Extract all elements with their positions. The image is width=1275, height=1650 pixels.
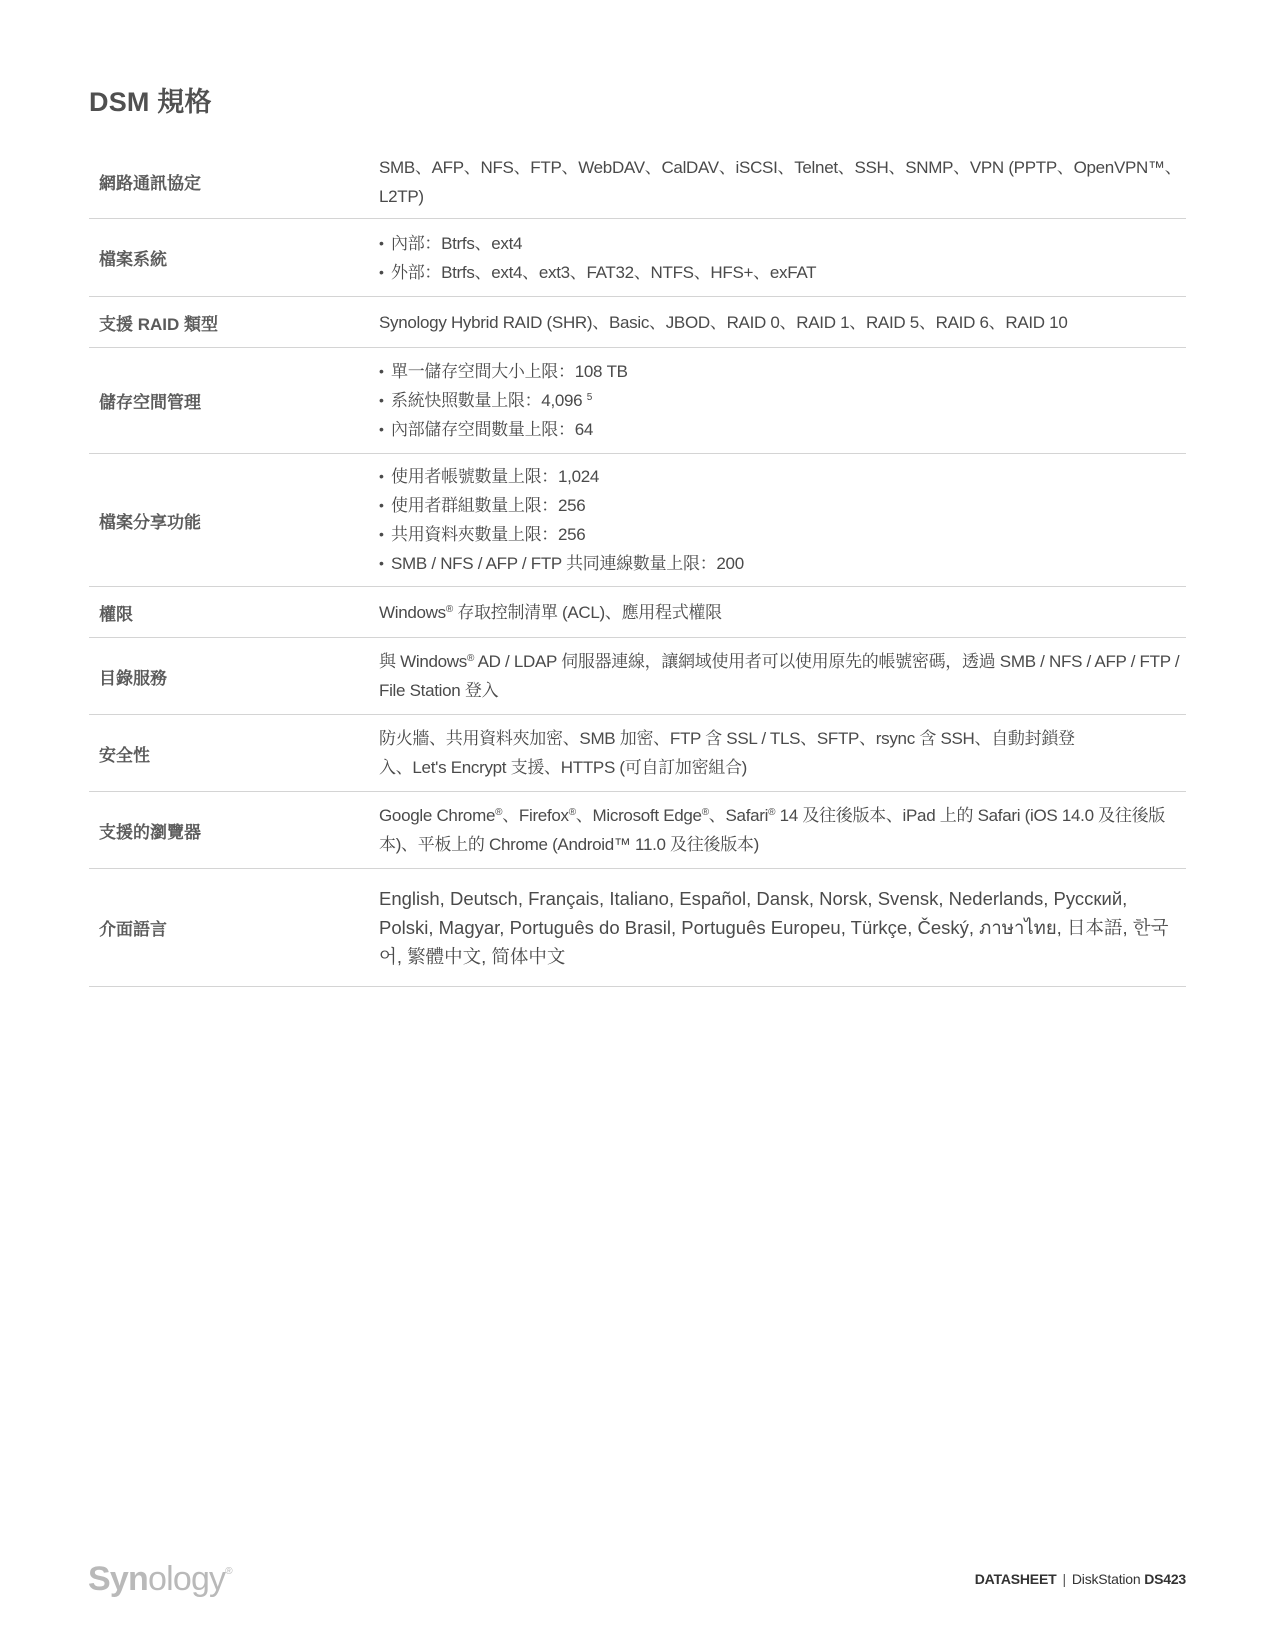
list-item: • 使用者群組數量上限：256: [379, 491, 1186, 520]
spec-label: 介面語言: [99, 920, 167, 939]
spec-label: 檔案系統: [99, 250, 167, 269]
spec-label: 目錄服務: [99, 668, 167, 688]
registered-mark: ®: [568, 807, 576, 818]
footnote-marker: 5: [586, 392, 593, 403]
bullet-list: [379, 357, 1186, 444]
registered-mark: ®: [701, 807, 709, 818]
spec-value: Synology Hybrid RAID (SHR)、Basic、JBOD、RAID 0、RAID 1、RAID 5、RAID 6、RAID 10: [379, 312, 1068, 332]
logo-text-bold: Syn: [88, 1560, 148, 1598]
spec-label: 儲存空間管理: [99, 393, 201, 412]
text-part: AD / LDAP 伺服器連線，讓網域使用者可以使用原先的帳號密碼，透過 SMB / NFS / AFP / FTP / File Station 登入: [379, 652, 1180, 700]
spec-label: 檔案分享功能: [99, 512, 201, 532]
spec-value: [379, 724, 1186, 782]
spec-row-privilege: [89, 587, 1186, 638]
spec-label: 網路通訊協定: [99, 174, 201, 193]
text-part: 、Safari: [708, 806, 769, 825]
spec-value: [379, 647, 1186, 705]
text-line: 入、Let's Encrypt 支援、HTTPS (可自訂加密組合): [379, 758, 748, 777]
spec-label: 支援 RAID 類型: [99, 314, 218, 334]
logo-registered-mark: ®: [225, 1566, 232, 1577]
spec-row-storage: [89, 348, 1186, 454]
registered-mark: ®: [768, 807, 776, 818]
spec-row-raid: [89, 297, 1186, 348]
registered-mark: ®: [467, 653, 475, 664]
bullet-list: [379, 229, 1186, 287]
spec-row-protocols: [89, 145, 1186, 219]
bullet-list: [379, 462, 1186, 578]
logo-text-light: ology: [147, 1560, 226, 1598]
spec-label: 安全性: [99, 745, 150, 765]
spec-table: [89, 145, 1186, 987]
list-item: [379, 386, 1186, 415]
list-item: • 單一儲存空間大小上限：108 TB: [379, 357, 1186, 386]
list-item: • 外部：Btrfs、ext4、ext3、FAT32、NTFS、HFS+、exFAT: [379, 258, 1186, 287]
spec-value: [379, 598, 1186, 627]
page-title: DSM 規格: [89, 87, 212, 117]
list-item: • 內部：Btrfs、ext4: [379, 229, 1186, 258]
spec-value: [379, 462, 1186, 578]
list-item: • SMB / NFS / AFP / FTP 共同連線數量上限：200: [379, 549, 1186, 578]
text-line: 防火牆、共用資料夾加密、SMB 加密、FTP 含 SSL / TLS、SFTP、rsync 含 SSH、自動封鎖登: [379, 729, 1075, 748]
separator: |: [1062, 1571, 1066, 1587]
spec-label: 權限: [99, 604, 133, 624]
text-part: Google Chrome: [379, 806, 496, 825]
spec-row-security: [89, 715, 1186, 792]
text-part: 與 Windows: [379, 652, 467, 671]
text-part: 14 及往後版本、iPad 上的 Safari (iOS 14.0 及往後版本)、平板上的 Chrome (Android™ 11.0 及往後版本): [379, 806, 1165, 854]
list-item: • 共用資料夾數量上限：256: [379, 520, 1186, 549]
list-item: • 內部儲存空間數量上限：64: [379, 415, 1186, 444]
text-part: Windows: [379, 602, 446, 622]
product-line: DiskStation: [1071, 1571, 1141, 1587]
spec-row-languages: [89, 869, 1186, 987]
spec-value: [379, 801, 1186, 859]
synology-logo: [88, 1560, 232, 1599]
text-part: 、Microsoft Edge: [575, 806, 702, 825]
registered-mark: ®: [495, 807, 503, 818]
footer-doc-info: [975, 1571, 1186, 1587]
spec-row-sharing: [89, 454, 1186, 587]
spec-row-browsers: [89, 792, 1186, 869]
doc-type: DATASHEET: [974, 1571, 1057, 1587]
list-item: • 使用者帳號數量上限：1,024: [379, 462, 1186, 491]
spec-label: 支援的瀏覽器: [99, 822, 201, 842]
spec-value: [379, 357, 1186, 444]
spec-row-directory: [89, 638, 1186, 715]
spec-value: SMB、AFP、NFS、FTP、WebDAV、CalDAV、iSCSI、Telnet、SSH、SNMP、VPN (PPTP、OpenVPN™、L2TP): [379, 157, 1182, 206]
text-part: 存取控制清單 (ACL)、應用程式權限: [452, 602, 722, 622]
model-number: DS423: [1144, 1571, 1186, 1587]
spec-value: English, Deutsch, Français, Italiano, Español, Dansk, Norsk, Svensk, Nederlands, Русский, Polski, Magyar, Português do Brasil, Português Europeu, Türkçe, Český, ภาษาไทย, 日本語, 한국어, 繁體中文, 简体中文: [379, 888, 1169, 967]
spec-value: [379, 229, 1186, 287]
registered-mark: ®: [445, 603, 453, 615]
list-item-text: 系統快照數量上限：4,096: [391, 391, 583, 410]
spec-row-filesystem: [89, 219, 1186, 297]
text-part: 、Firefox: [502, 806, 569, 825]
